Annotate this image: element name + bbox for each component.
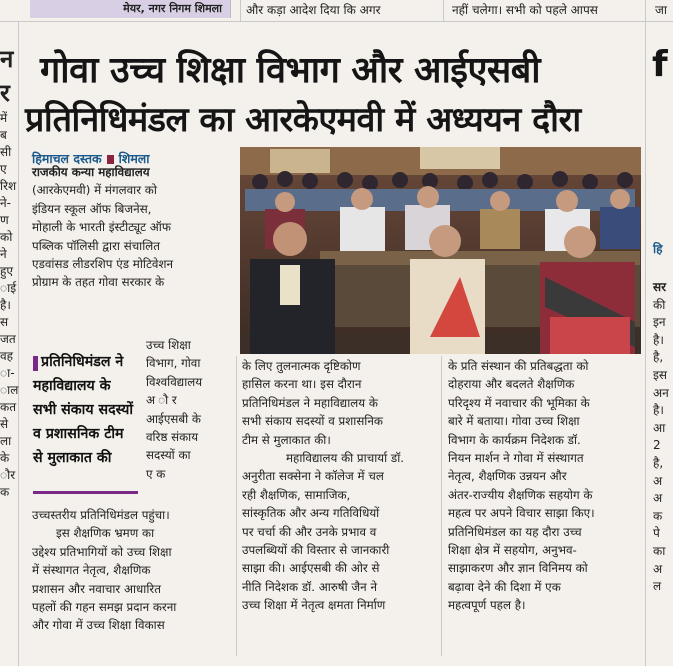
col1-top-text [32,163,173,292]
col1-side-text [146,336,202,483]
text-line: में संस्थागत नेतृत्व, शैक्षणिक [32,563,151,578]
top-col4-text: जा [655,3,668,17]
text-line: अंतर-राज्यीय शैक्षणिक सहयोग के [448,487,593,502]
text-line: साझा की। आईएसबी की ओर से [242,561,380,576]
text-line: के लिए तुलनात्मक दृष्टिकोण [242,359,361,373]
text-line: उपलब्धियों की विस्तार से जानकारी [242,542,390,557]
top-previous-story-box [30,0,231,18]
text-line: रही शैक्षणिक, सामाजिक, [242,487,351,502]
text-line: प्रशासन और नवाचार आधारित [32,581,161,596]
col3-text [448,357,595,614]
left-column-divider [18,22,19,666]
text-line: सदस्यों का [146,448,191,463]
text-line: अ ौ र [146,393,177,408]
left-edge-column: न र में ब सी ए रिश ने- ण को ने हुए ाई है। स जत वह ा- ाल कत से ला के ौर क [0,45,19,499]
text-line: बढ़ावा देने की दिशा में एक [448,579,561,594]
text-line: सभी संकाय सदस्यों व प्रशासनिक [242,414,383,429]
text-line: बारे में बताया। गोवा उच्च शिक्षा [448,414,580,429]
text-line: इस शैक्षणिक भ्रमण का [56,526,155,541]
text-line: महत्वपूर्ण पहल है। [448,598,526,613]
top-box-text: मेयर, नगर निगम शिमला [123,2,222,15]
text-line: मोहाली के भारती इंस्टीट्यूट ऑफ [32,220,171,235]
text-line: नीति निदेशक डॉ. आरुषी जैन ने [242,579,378,594]
top-col3-text: नहीं चलेगा। सभी को पहले आपस [452,3,598,17]
headline-line-2: प्रतिनिधिमंडल का आरकेएमवी में अध्ययन दौरा [25,100,581,140]
text-line: महत्व पर अपने विचार साझा किए। [448,506,595,521]
text-line: विश्वविद्यालय [146,374,203,389]
text-line: सांस्कृतिक और अन्य गतिविधियों [242,506,380,521]
col-divider-b [441,356,442,656]
text-line: टीम से मुलाकात की। [242,432,331,447]
text-line: एडवांसड लीडरशिप एंड मोटिवेशन [32,256,174,271]
text-line: साझाकरण और ज्ञान विनिमय को [448,561,588,576]
text-line: दोहराया और बदलते शैक्षणिक [448,377,575,392]
top-col-divider-2 [443,0,444,22]
text-line: उच्च शिक्षा [146,338,191,352]
text-line: आईएसबी के [146,411,201,426]
text-line: प्रतिनिधिमंडल का यह दौरा उच्च [448,524,582,539]
right-edge-column: सर की इन है। है, इस अन है। आ 2 है, अ अ क पे का अ ल [653,280,669,594]
text-line: पर चर्चा की और उनके प्रभाव व [242,524,377,539]
byline-source: हिमाचल दस्तक [32,151,102,166]
text-line: प्रतिनिधिमंडल ने महाविद्यालय के [242,395,378,410]
text-line: अनुरीता सक्सेना ने कॉलेज में चल [242,469,384,484]
col1-bottom-text [32,506,176,635]
col-divider-a [236,356,237,656]
text-line: (आरकेएमवी) में मंगलवार को [32,183,157,198]
text-line: हासिल करना था। इस दौरान [242,377,362,392]
text-line: विभाग, गोवा [146,356,201,371]
col2-text [242,357,404,614]
pull-quote-text: प्रतिनिधिमंडल ने महाविद्यालय के सभी संकाय सदस्यों व प्रशासनिक टीम से मुलाकात की [33,354,134,466]
text-line: परिदृश्य में नवाचार की भूमिका के [448,395,590,410]
headline-line-1: गोवा उच्च शिक्षा विभाग और आईएसबी [40,50,541,91]
right-edge-byline: हि [653,242,663,256]
top-col-divider-1 [240,0,241,22]
text-line: महाविद्यालय की प्राचार्या डॉ. [286,450,405,465]
text-line: प्रोग्राम के तहत गोवा सरकार के [32,275,165,290]
text-line: वरिष्ठ संकाय [146,429,199,444]
text-line: नियन मार्शन ने गोवा में संस्थागत [448,450,584,465]
top-col2-text: और कड़ा आदेश दिया कि अगर [246,3,381,17]
text-line: उच्चस्तरीय प्रतिनिधिमंडल पहुंचा। [32,508,170,522]
audience-photo-illustration [240,147,641,354]
text-line: उच्च शिक्षा में नेतृत्व क्षमता निर्माण [242,598,386,613]
text-line: ए क [146,466,166,481]
text-line: विभाग के कार्यक्रम निदेशक डॉ. [448,432,581,447]
text-line: राजकीय कन्या महाविद्यालय [32,165,150,179]
top-divider [0,21,673,22]
text-line: इंडियन स्कूल ऑफ बिजनेस, [32,201,152,216]
pull-quote-underline [33,491,138,494]
news-photo [240,147,641,354]
right-edge-headline: f [652,44,668,85]
right-column-divider [645,0,646,666]
text-line: उद्देश्य प्रतिभागियों को उच्च शिक्षा [32,544,172,559]
byline-place: शिमला [118,151,150,166]
text-line: शिक्षा क्षेत्र में सहयोग, अनुभव- [448,542,577,557]
text-line: और गोवा में उच्च शिक्षा विकास [32,618,165,633]
text-line: पहलों की गहन समझ प्रदान करना [32,599,177,614]
text-line: नेतृत्व, शैक्षणिक उन्नयन और [448,469,567,484]
text-line: पब्लिक पॉलिसी द्वारा संचालित [32,238,161,253]
pull-quote [33,350,138,470]
text-line: के प्रति संस्थान की प्रतिबद्धता को [448,359,589,373]
